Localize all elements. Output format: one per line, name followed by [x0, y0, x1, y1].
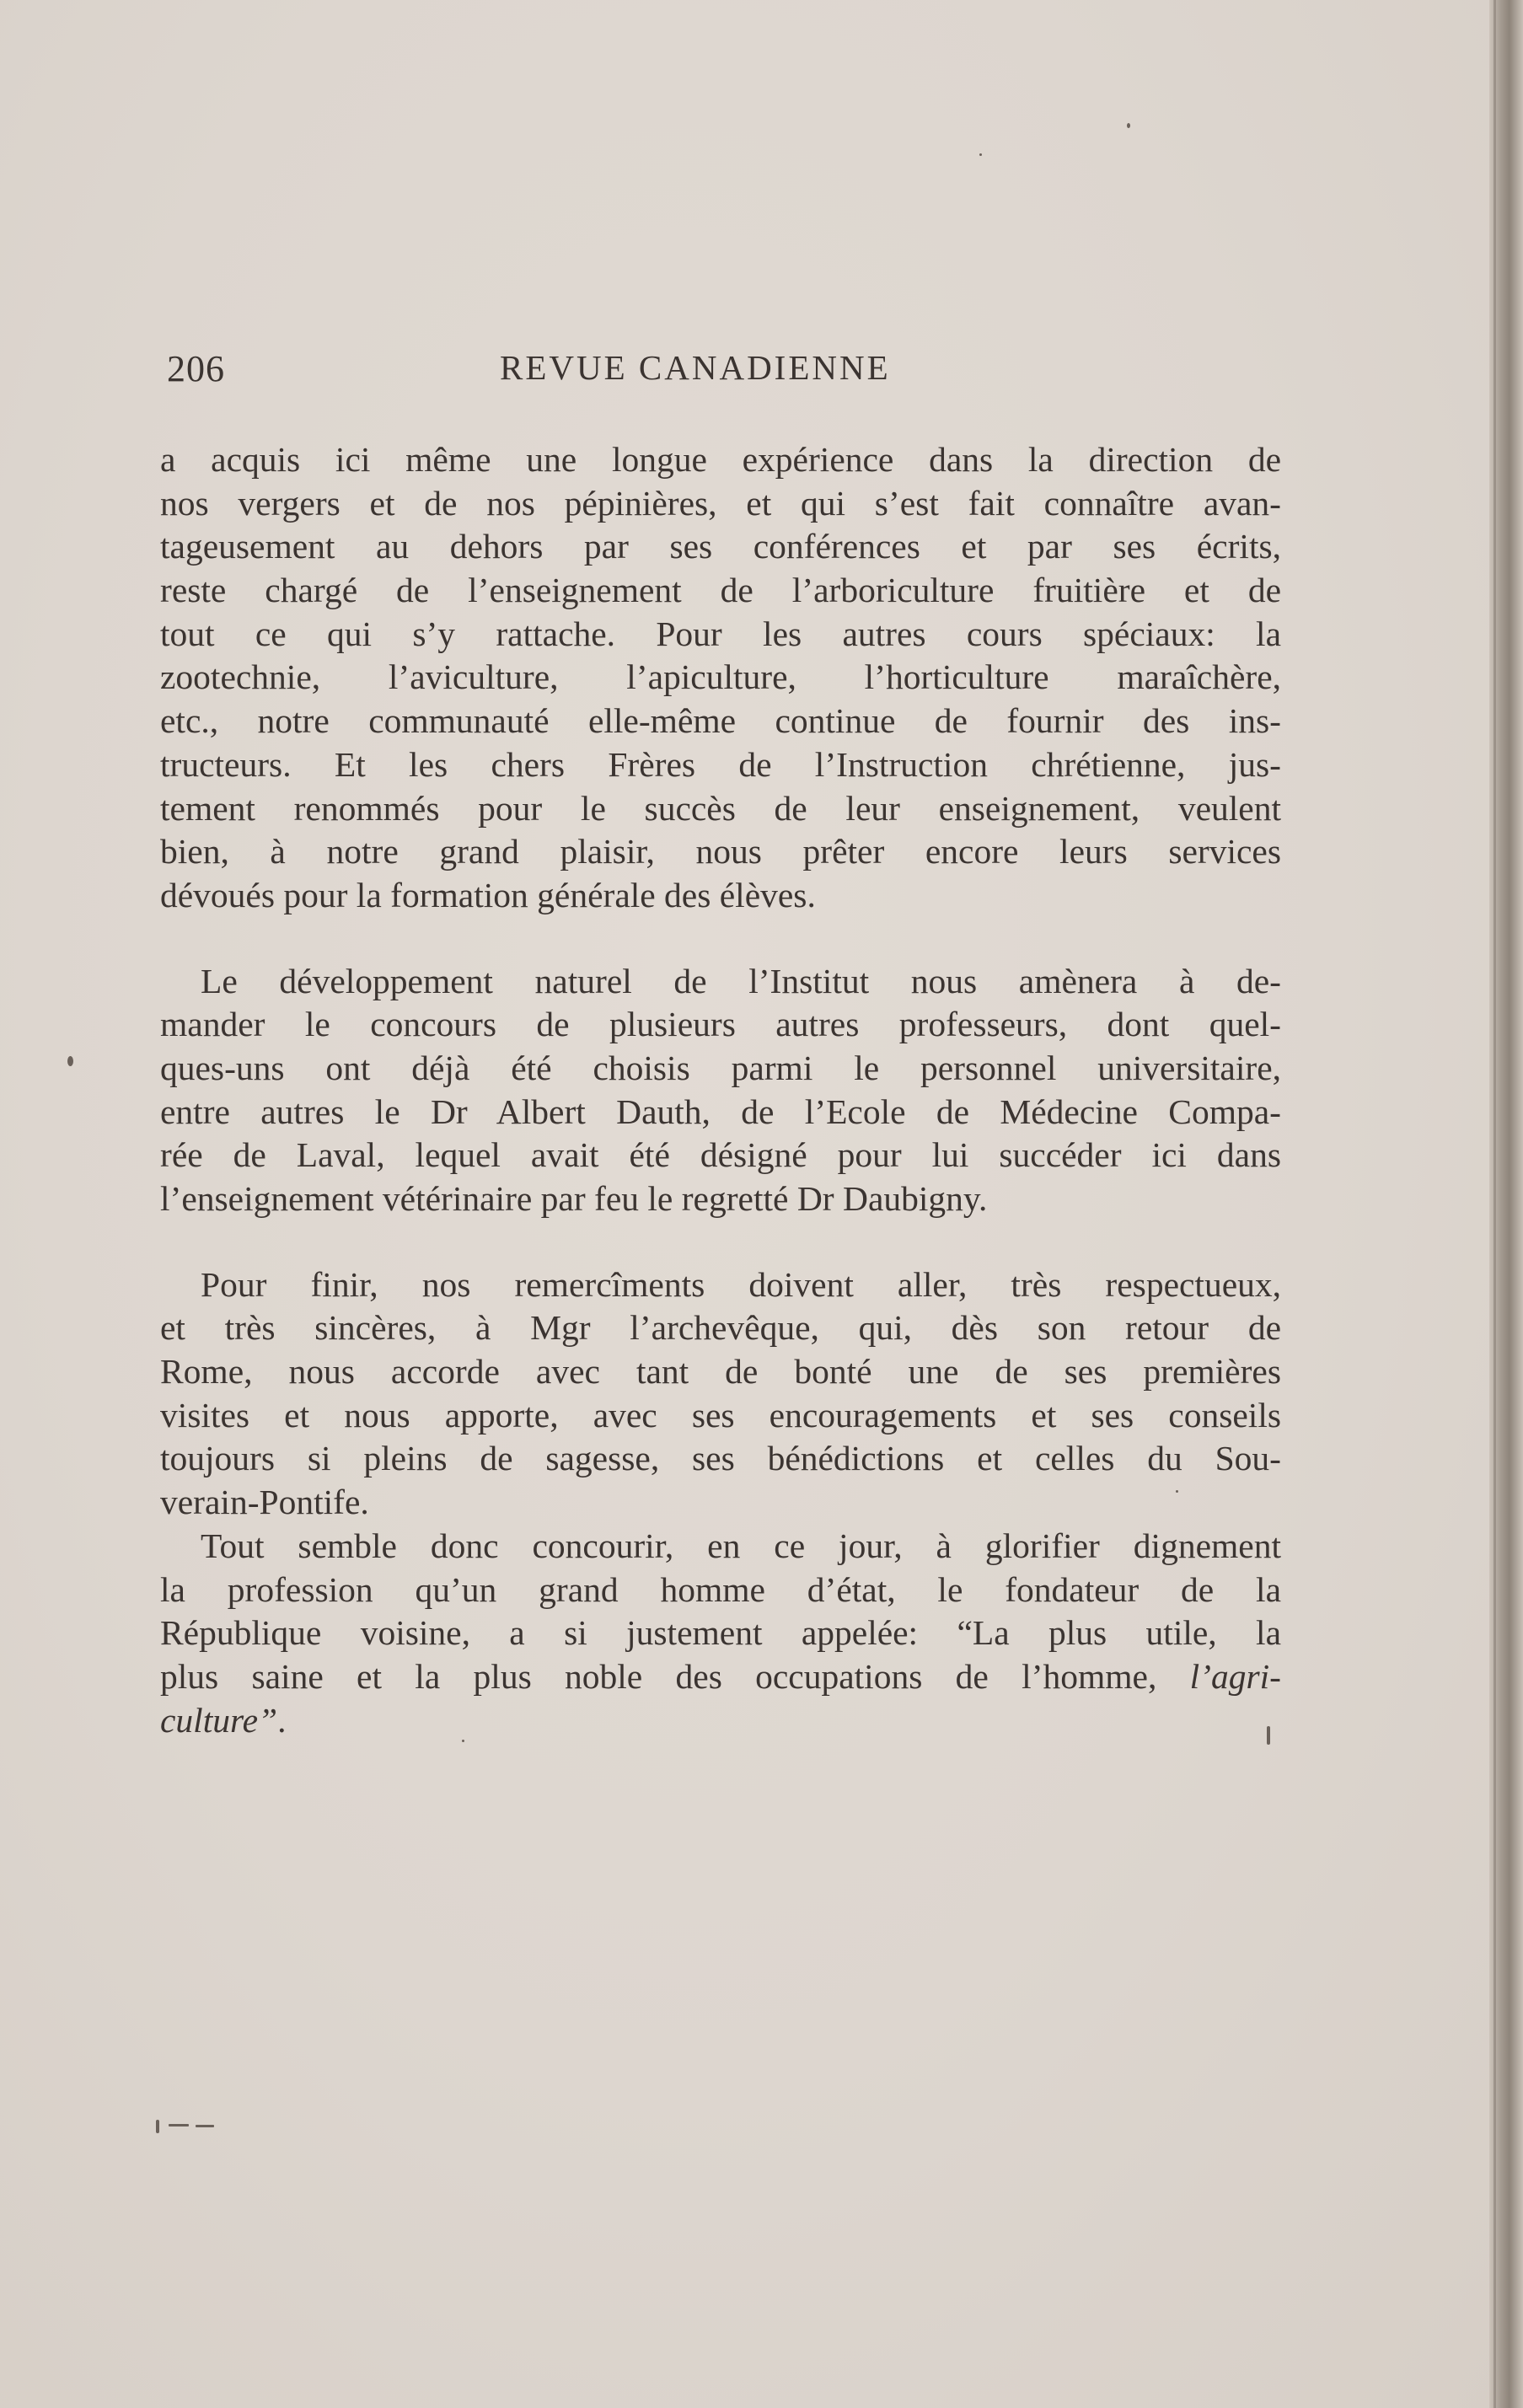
paper-speck — [67, 1056, 73, 1066]
text-line: Rome, nous accorde avec tant de bonté une de ses premières — [160, 1352, 1281, 1392]
text-line — [160, 1655, 1281, 1699]
paper-speck — [1127, 123, 1130, 128]
text-line: entre autres le Dr Albert Dauth, de l’Ecole de Médecine Compa- — [160, 1091, 1281, 1131]
text-line: et très sincères, à Mgr l’archevêque, qui, dès son retour de — [160, 1308, 1281, 1348]
body-text — [160, 438, 1281, 1742]
paragraph-1 — [160, 438, 1281, 918]
paper-speck — [462, 1740, 464, 1742]
text-line: Tout semble donc concourir, en ce jour, à glorifier dignement — [201, 1526, 1281, 1565]
journal-title: REVUE CANADIENNE — [500, 348, 891, 387]
paper-speck — [196, 2125, 214, 2127]
text-line: tout ce qui s’y rattache. Pour les autres cours spéciaux: la — [160, 614, 1281, 653]
italic-segment: culture” — [160, 1700, 278, 1740]
paper-speck — [169, 2124, 189, 2126]
text-line: Pour finir, nos remercîments doivent aller, très respectueux, — [201, 1264, 1281, 1304]
text-line: zootechnie, l’aviculture, l’apiculture, l’horticulture maraîchère, — [160, 657, 1281, 697]
text-line: l’enseignement vétérinaire par feu le regretté Dr Daubigny. — [160, 1179, 988, 1218]
text-line: reste chargé de l’enseignement de l’arboriculture fruitière et de — [160, 571, 1281, 610]
page-edge-shadow — [1494, 0, 1496, 2408]
text-line: la profession qu’un grand homme d’état, le fondateur de la — [160, 1569, 1281, 1609]
paragraph-3 — [160, 1263, 1281, 1525]
paragraph-2 — [160, 960, 1281, 1221]
text-line: nos vergers et de nos pépinières, et qui s’est fait connaître avan- — [160, 483, 1281, 523]
text-line: toujours si pleins de sagesse, ses bénédictions et celles du Sou- — [160, 1439, 1281, 1478]
text-line: etc., notre communauté elle-même continue de fournir des ins- — [160, 701, 1281, 741]
paragraph-gap — [160, 1221, 1281, 1263]
text-line: ques-uns ont déjà été choisis parmi le personnel universitaire, — [160, 1048, 1281, 1087]
text-line: tructeurs. Et les chers Frères de l’Instruction chrétienne, jus- — [160, 744, 1281, 784]
italic-segment: l’agri- — [1189, 1656, 1281, 1696]
text-line: visites et nous apporte, avec ses encouragements et ses conseils — [160, 1395, 1281, 1435]
text-line — [160, 1699, 1281, 1743]
text-line: tement renommés pour le succès de leur enseignement, veulent — [160, 788, 1281, 828]
text-line: mander le concours de plusieurs autres professeurs, dont quel- — [160, 1005, 1281, 1044]
paper-speck — [1176, 1490, 1178, 1493]
text-segment: . — [277, 1700, 287, 1740]
text-segment: plus saine et la plus noble des occupations de l’homme, — [160, 1656, 1190, 1696]
paragraph-4 — [160, 1525, 1281, 1742]
paper-speck — [979, 153, 982, 156]
paper-speck — [156, 2120, 159, 2133]
text-line: dévoués pour la formation générale des élèves. — [160, 875, 816, 914]
text-line: verain-Pontife. — [160, 1483, 369, 1522]
paragraph-gap — [160, 918, 1281, 960]
page-number: 206 — [167, 348, 225, 389]
text-line: Le développement naturel de l’Institut nous amènera à de- — [201, 961, 1281, 1000]
text-line: rée de Laval, lequel avait été désigné pour lui succéder ici dans — [160, 1135, 1281, 1175]
text-line: a acquis ici même une longue expérience dans la direction de — [160, 440, 1281, 479]
text-line: bien, à notre grand plaisir, nous prêter encore leurs services — [160, 832, 1281, 871]
paper-speck — [1267, 1726, 1270, 1745]
running-head — [167, 347, 1271, 398]
text-line: tageusement au dehors par ses conférences et par ses écrits, — [160, 527, 1281, 566]
text-line: République voisine, a si justement appelée: “La plus utile, la — [160, 1613, 1281, 1653]
